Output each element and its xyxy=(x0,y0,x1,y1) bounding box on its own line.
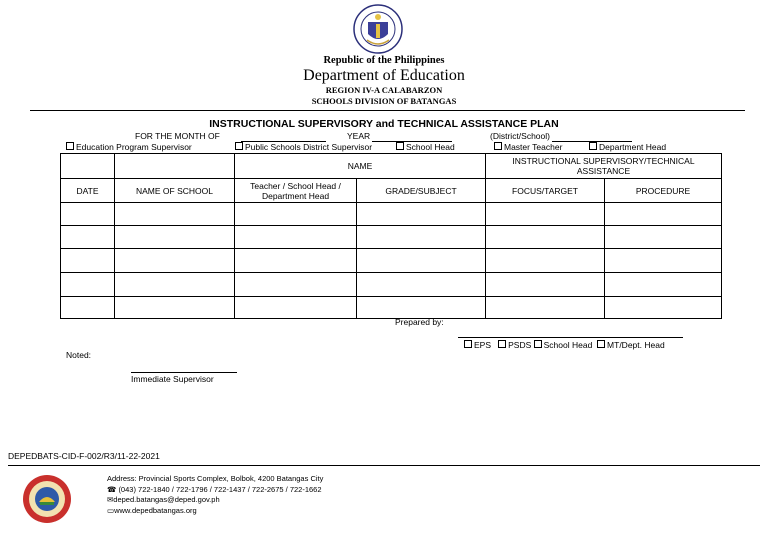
column-header-procedure: PROCEDURE xyxy=(605,179,722,203)
immediate-supervisor-label: Immediate Supervisor xyxy=(131,374,214,384)
table-row xyxy=(61,249,722,273)
role-master-teacher-checkbox[interactable] xyxy=(494,142,562,152)
prepared-eps-label: EPS xyxy=(474,340,492,350)
table-cell[interactable] xyxy=(61,273,115,297)
role-psds-checkbox[interactable] xyxy=(235,142,372,152)
table-cell[interactable] xyxy=(115,203,235,226)
table-cell[interactable] xyxy=(235,226,357,249)
region-text: REGION IV-A CALABARZON xyxy=(325,85,443,95)
prepared-mt-checkbox[interactable] xyxy=(597,340,665,350)
table-cell[interactable] xyxy=(357,226,486,249)
table-row xyxy=(61,226,722,249)
footer-divider xyxy=(8,465,760,466)
prepared-eps-checkbox[interactable] xyxy=(464,340,491,350)
checkbox-icon xyxy=(396,142,404,150)
role-eps-checkbox[interactable] xyxy=(66,142,192,152)
checkbox-icon xyxy=(494,142,502,150)
checkbox-icon xyxy=(498,340,506,348)
noted-signature-line[interactable] xyxy=(131,372,237,373)
table-cell[interactable] xyxy=(357,203,486,226)
column-header-school: NAME OF SCHOOL xyxy=(115,179,235,203)
table-cell[interactable] xyxy=(486,249,605,273)
role-psds-label: Public Schools District Supervisor xyxy=(245,142,373,152)
role-dept-head-checkbox[interactable] xyxy=(589,142,666,152)
checkbox-icon xyxy=(597,340,605,348)
table-cell[interactable] xyxy=(357,297,486,319)
division-text: SCHOOLS DIVISION OF BATANGAS xyxy=(311,96,457,106)
table-cell[interactable] xyxy=(605,226,722,249)
table-row xyxy=(61,273,722,297)
table-cell[interactable] xyxy=(235,203,357,226)
table-cell[interactable] xyxy=(115,249,235,273)
year-label: YEAR xyxy=(347,131,371,141)
table-cell[interactable] xyxy=(61,249,115,273)
name-group-header: NAME xyxy=(235,154,486,179)
form-code: DEPEDBATS-CID-F-002/R3/11-22-2021 xyxy=(8,451,160,461)
table-cell[interactable] xyxy=(235,249,357,273)
prepared-mt-label: MT/Dept. Head xyxy=(607,340,665,350)
footer-website[interactable]: www.depedbatangas.org xyxy=(114,505,197,515)
footer-address: Address: Provincial Sports Complex, Bolbok, 4200 Batangas City xyxy=(107,474,324,483)
prepared-school-head-checkbox[interactable] xyxy=(534,340,593,350)
footer-phone-row xyxy=(107,485,323,496)
column-header-focus: FOCUS/TARGET xyxy=(486,179,605,203)
noted-label: Noted: xyxy=(66,350,92,360)
deped-batangas-logo xyxy=(22,474,72,524)
role-school-head-label: School Head xyxy=(406,142,455,152)
footer-web-row xyxy=(107,506,323,517)
column-header-grade: GRADE/SUBJECT xyxy=(357,179,486,203)
table-cell[interactable] xyxy=(115,273,235,297)
footer-phone: (043) 722-1840 / 722-1796 / 722-1437 / 722-2675 / 722-1662 xyxy=(118,484,322,494)
table-cell[interactable] xyxy=(61,203,115,226)
form-title: INSTRUCTIONAL SUPERVISORY and TECHNICAL ASSISTANCE PLAN xyxy=(209,118,559,130)
checkbox-icon xyxy=(534,340,542,348)
table-cell[interactable] xyxy=(486,203,605,226)
department-title: Department of Education xyxy=(303,67,465,84)
table-cell[interactable] xyxy=(61,226,115,249)
email-icon: ✉ xyxy=(107,495,114,504)
prepared-psds-label: PSDS xyxy=(508,340,532,350)
table-row xyxy=(61,297,722,319)
prepared-psds-checkbox[interactable] xyxy=(498,340,531,350)
for-month-label: FOR THE MONTH OF xyxy=(135,131,220,141)
table-cell[interactable] xyxy=(486,226,605,249)
computer-icon: ▭ xyxy=(107,505,115,515)
table-cell[interactable] xyxy=(605,273,722,297)
table-cell[interactable] xyxy=(357,273,486,297)
role-eps-label: Education Program Supervisor xyxy=(76,142,192,152)
table-row xyxy=(61,203,722,226)
republic-text: Republic of the Philippines xyxy=(323,55,445,66)
district-school-label: (District/School) xyxy=(490,131,550,141)
header-blank xyxy=(115,154,235,179)
table-cell[interactable] xyxy=(486,273,605,297)
checkbox-icon xyxy=(589,142,597,150)
role-master-teacher-label: Master Teacher xyxy=(504,142,563,152)
prepared-role-options xyxy=(464,340,665,350)
table-cell[interactable] xyxy=(115,226,235,249)
plan-table xyxy=(60,153,722,319)
footer-email-row xyxy=(107,495,323,506)
table-cell[interactable] xyxy=(486,297,605,319)
role-school-head-checkbox[interactable] xyxy=(396,142,455,152)
checkbox-icon xyxy=(235,142,243,150)
table-cell[interactable] xyxy=(605,297,722,319)
table-cell[interactable] xyxy=(61,297,115,319)
phone-icon: ☎ xyxy=(107,484,119,494)
footer-contact xyxy=(107,474,323,516)
table-cell[interactable] xyxy=(235,297,357,319)
column-header-teacher: Teacher / School Head / Department Head xyxy=(235,179,357,203)
deped-seal-logo xyxy=(353,4,403,54)
table-cell[interactable] xyxy=(235,273,357,297)
table-cell[interactable] xyxy=(605,203,722,226)
table-cell[interactable] xyxy=(115,297,235,319)
footer-email[interactable]: deped.batangas@deped.gov.ph xyxy=(113,495,220,504)
table-cell[interactable] xyxy=(357,249,486,273)
header-blank xyxy=(61,154,115,179)
prepared-school-head-label: School Head xyxy=(543,340,593,350)
column-header-date: DATE xyxy=(61,179,115,203)
table-cell[interactable] xyxy=(605,249,722,273)
checkbox-icon xyxy=(66,142,74,150)
header-divider xyxy=(30,110,745,111)
role-dept-head-label: Department Head xyxy=(599,142,667,152)
prepared-signature-line[interactable] xyxy=(458,337,683,338)
checkbox-icon xyxy=(464,340,472,348)
istap-group-header: INSTRUCTIONAL SUPERVISORY/TECHNICAL ASSISTANCE xyxy=(486,154,722,179)
prepared-by-label: Prepared by: xyxy=(395,317,444,327)
